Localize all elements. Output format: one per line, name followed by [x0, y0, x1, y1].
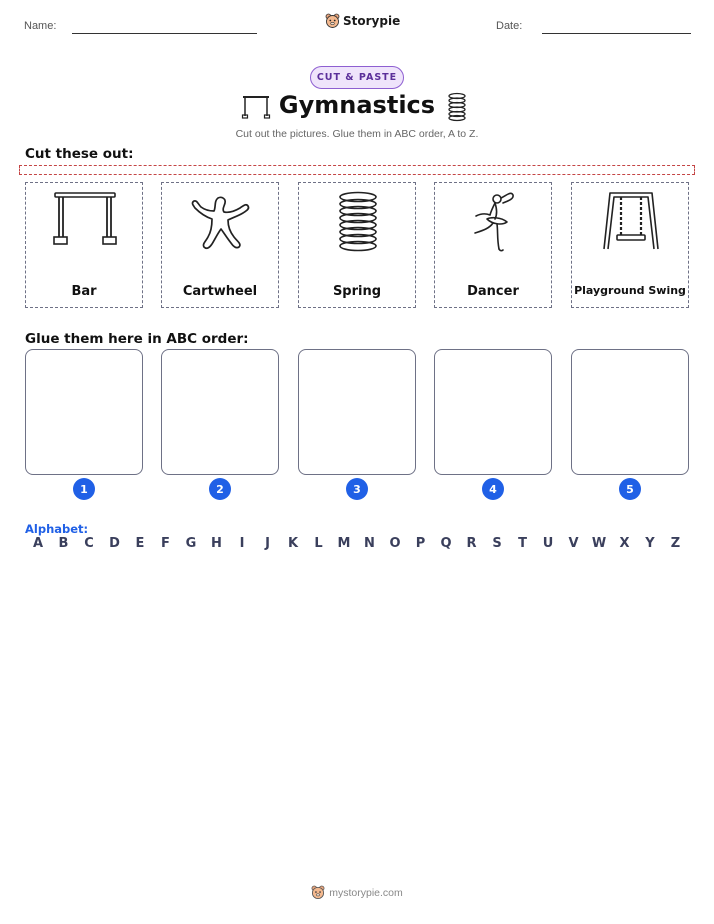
alphabet-letter: D: [109, 536, 120, 551]
alphabet-letter: Z: [670, 536, 681, 551]
alphabet-letter: B: [58, 536, 69, 551]
alphabet-letter: Y: [645, 536, 655, 551]
alphabet-letter: N: [364, 536, 375, 551]
alphabet-letter: P: [415, 536, 426, 551]
alphabet-letter: O: [389, 536, 401, 551]
alphabet-letter: A: [32, 536, 44, 551]
alphabet-letter: J: [265, 536, 270, 551]
cut-card-label: Dancer: [467, 284, 519, 299]
bar-icon: [26, 189, 144, 259]
cut-card-spring[interactable]: [298, 182, 416, 308]
order-number-5: 5: [619, 478, 641, 500]
alphabet-letter: C: [84, 536, 94, 551]
glue-section-heading: Glue them here in ABC order:: [25, 331, 249, 347]
alphabet-letter: T: [518, 536, 527, 551]
cut-line: [19, 165, 695, 175]
alphabet-letter: F: [161, 536, 170, 551]
cartwheel-icon: [162, 189, 280, 259]
glue-box-3[interactable]: [298, 349, 416, 475]
glue-box-4[interactable]: [434, 349, 552, 475]
alphabet-letter: Q: [440, 536, 452, 551]
footer: [0, 885, 714, 900]
alphabet-letter: M: [337, 536, 351, 551]
name-line: [72, 33, 257, 34]
instructions: Cut out the pictures. Glue them in ABC order, A to Z.: [235, 128, 479, 140]
order-number-2: 2: [209, 478, 231, 500]
glue-box-2[interactable]: [161, 349, 279, 475]
glue-box-5[interactable]: [571, 349, 689, 475]
brand-logo: [325, 13, 400, 29]
order-number-1: 1: [73, 478, 95, 500]
alphabet-letter: R: [466, 536, 477, 551]
page-title: Gymnastics: [278, 91, 436, 119]
bear-icon: [325, 13, 340, 29]
alphabet-letter: S: [492, 536, 502, 551]
cut-card-label: Bar: [71, 284, 97, 299]
cut-card-label: Playground Swing: [574, 284, 686, 297]
spring-icon: [299, 189, 417, 259]
brand-name: Storypie: [343, 14, 401, 28]
alphabet-letter: L: [314, 536, 323, 551]
dancer-icon: [435, 189, 553, 259]
footer-site: mystorypie.com: [329, 886, 403, 899]
glue-box-1[interactable]: [25, 349, 143, 475]
cut-card-bar[interactable]: [25, 182, 143, 308]
alphabet-letter: G: [185, 536, 197, 551]
cut-paste-badge: CUT & PASTE: [310, 66, 404, 89]
cut-card-swing[interactable]: [571, 182, 689, 308]
alphabet-heading: Alphabet:: [25, 522, 89, 536]
order-number-4: 4: [482, 478, 504, 500]
alphabet-letter: H: [211, 536, 222, 551]
cut-card-label: Cartwheel: [182, 284, 258, 299]
name-label: Name:: [24, 20, 57, 32]
date-line: [542, 33, 691, 34]
alphabet-letter: K: [287, 536, 299, 551]
cut-section-heading: Cut these out:: [25, 146, 134, 162]
cut-card-dancer[interactable]: [434, 182, 552, 308]
swing-icon: [572, 189, 690, 259]
cut-card-label: Spring: [332, 284, 382, 299]
order-number-3: 3: [346, 478, 368, 500]
cut-card-cartwheel[interactable]: [161, 182, 279, 308]
bear-icon: [311, 885, 325, 900]
date-label: Date:: [496, 20, 523, 32]
alphabet-row: [25, 536, 689, 556]
alphabet-letter: X: [619, 536, 630, 551]
alphabet-letter: E: [135, 536, 145, 551]
alphabet-letter: U: [542, 536, 554, 551]
alphabet-letter: I: [239, 536, 245, 551]
spring-icon: [447, 92, 467, 122]
alphabet-letter: W: [591, 536, 607, 551]
alphabet-letter: V: [568, 536, 579, 551]
